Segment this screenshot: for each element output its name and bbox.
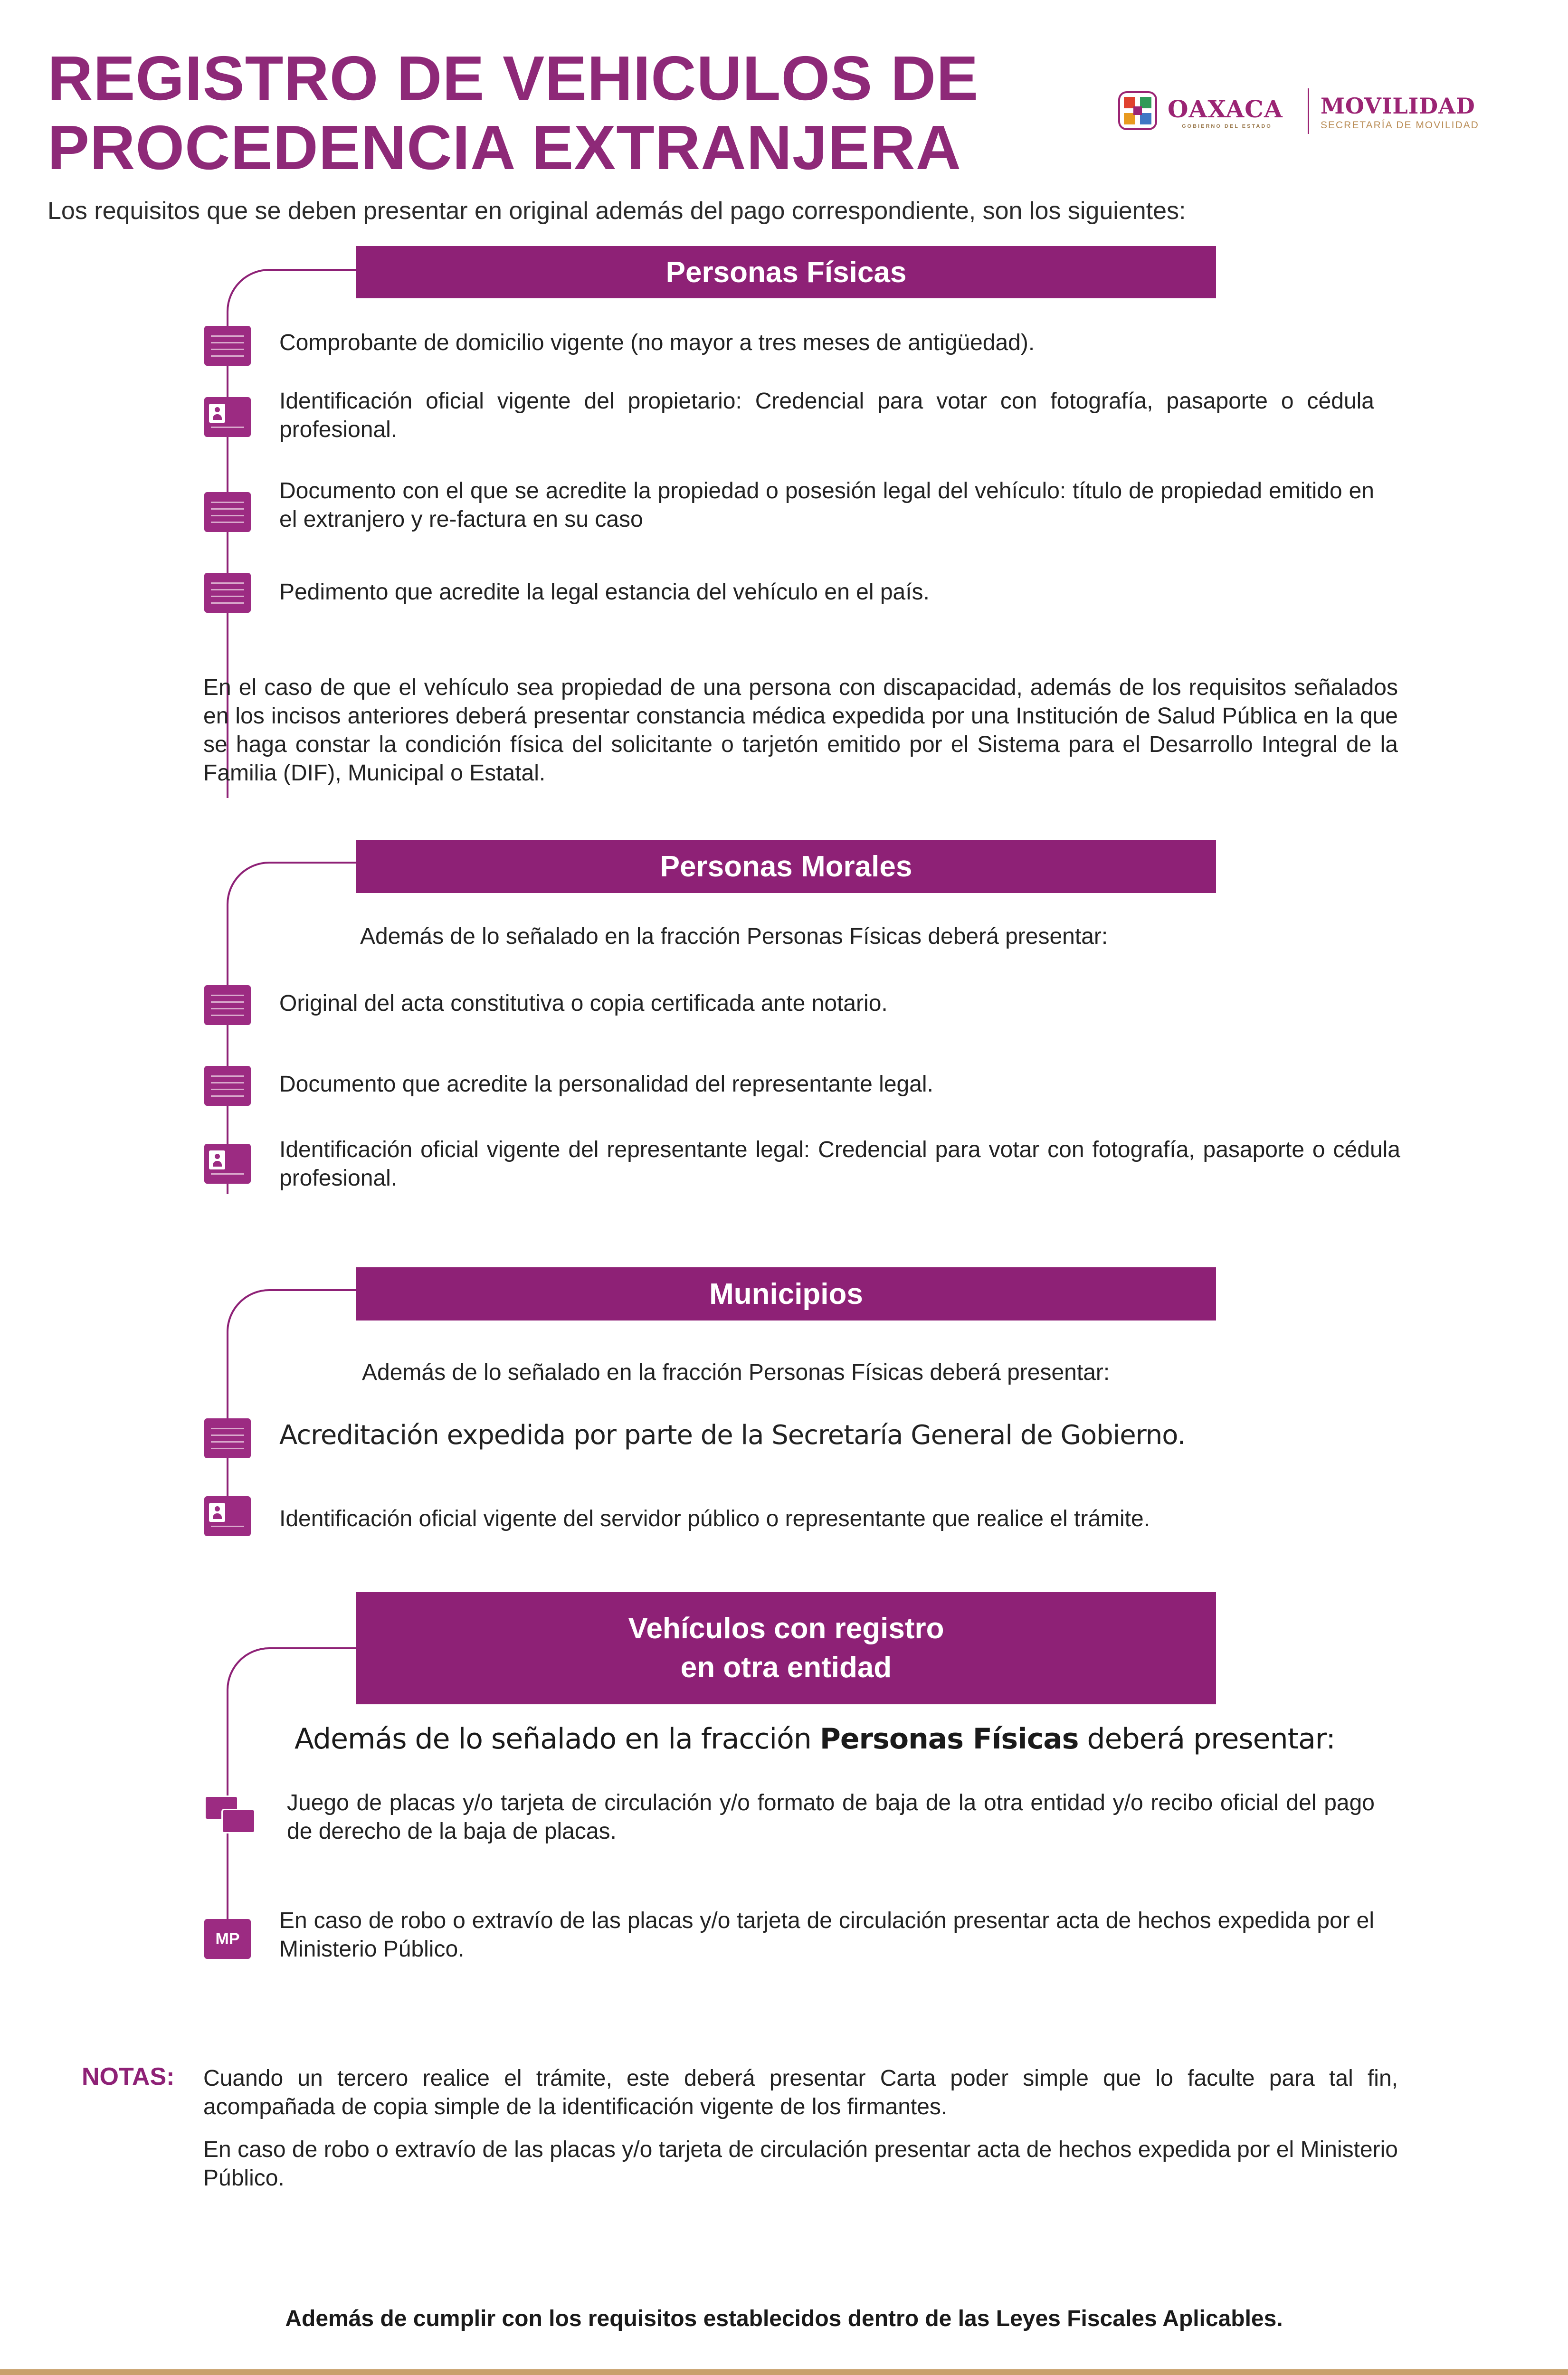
oaxaca-movilidad-logo <box>1116 86 1487 138</box>
pattern-motif <box>0 2373 41 2375</box>
pattern-motif <box>1348 2373 1389 2375</box>
pattern-motif <box>613 2373 654 2375</box>
oaxaca-emblem-icon <box>1116 89 1159 132</box>
page-title <box>48 44 998 182</box>
document-icon <box>204 492 251 532</box>
subhead-post: deberá presentar: <box>1078 1722 1335 1756</box>
pattern-motif <box>694 2373 735 2375</box>
section-subhead <box>295 1722 1335 1756</box>
section-subhead: Además de lo señalado en la fracción Personas Físicas deberá presentar: <box>362 1360 1110 1385</box>
list-item: Documento que acredite la personalidad del representante legal. <box>279 1072 933 1097</box>
pattern-motif <box>776 2373 817 2375</box>
note-item: Cuando un tercero realice el trámite, este deberá presentar Carta poder simple que lo faculte para tal fin, acompañada de copia simple de la identificación vigente de los firmantes. <box>203 2066 1398 2119</box>
id-card-icon <box>204 1144 251 1184</box>
footer-text: Además de cumplir con los requisitos establecidos dentro de las Leyes Fiscales Aplicables. <box>285 2306 1283 2331</box>
mp-badge: MP <box>215 1929 240 1948</box>
list-item: Acreditación expedida por parte de la Secretaría General de Gobierno. <box>279 1420 1186 1451</box>
list-item: Identificación oficial vigente del representante legal: Credencial para votar con fotografía, pasaporte o cédula profesional. <box>279 1137 1400 1191</box>
pattern-motif <box>1185 2373 1226 2375</box>
pattern-motif <box>82 2373 123 2375</box>
pattern-motif <box>1471 2373 1511 2375</box>
list-item: En caso de robo o extravío de las placas y/o tarjeta de circulación presentar acta de hechos expedida por el Ministerio Público. <box>279 1908 1374 1962</box>
note-item: En caso de robo o extravío de las placas y/o tarjeta de circulación presentar acta de hechos expedida por el Ministerio Público. <box>203 2137 1398 2191</box>
pattern-motif <box>1062 2373 1103 2375</box>
logo-divider <box>1308 88 1309 134</box>
subhead-bold: Personas Físicas <box>819 1722 1079 1756</box>
pattern-motif <box>940 2373 980 2375</box>
list-item: Original del acta constitutiva o copia certificada ante notario. <box>279 991 888 1016</box>
logo-gobierno-text: GOBIERNO DEL ESTADO <box>1182 124 1272 129</box>
pattern-motif <box>1226 2373 1266 2375</box>
pattern-motif <box>858 2373 899 2375</box>
pattern-motif <box>735 2373 776 2375</box>
id-card-icon <box>204 397 251 437</box>
decorative-pattern-border <box>0 2369 1568 2375</box>
list-item: Documento con el que se acredite la propiedad o posesión legal del vehículo: título de propiedad emitido en el extranjero y re-factura en su caso <box>279 478 1374 532</box>
document-icon <box>204 1066 251 1106</box>
pattern-motif <box>163 2373 204 2375</box>
document-icon <box>204 985 251 1025</box>
list-item: Identificación oficial vigente del servidor público o representante que realice el trámite. <box>279 1506 1150 1531</box>
document-icon <box>204 573 251 613</box>
pattern-motif <box>327 2373 368 2375</box>
banner-line-1: Vehículos con registro <box>628 1612 944 1645</box>
id-card-icon <box>204 1496 251 1536</box>
list-item: Comprobante de domicilio vigente (no mayor a tres meses de antigüedad). <box>279 330 1035 355</box>
pattern-motif <box>817 2373 858 2375</box>
section-banner-otra-entidad <box>356 1592 1216 1704</box>
plates-icon <box>204 1796 261 1835</box>
logo-secretaria-text: SECRETARÍA DE MOVILIDAD <box>1321 120 1479 131</box>
document-icon <box>204 1418 251 1458</box>
disability-note: En el caso de que el vehículo sea propiedad de una persona con discapacidad, además de los requisitos señalados en los incisos anteriores deberá presentar constancia médica expedida por una Institución de Salud Pública en la que se haga constar la condición física del solicitante o tarjetón emitido por el Sistema para el Desarrollo Integral de la Familia (DIF), Municipal o Estatal. <box>203 675 1398 786</box>
section-banner-personas-morales: Personas Morales <box>356 840 1216 893</box>
list-item: Pedimento que acredite la legal estancia del vehículo en el país. <box>279 580 930 605</box>
pattern-motif <box>123 2373 163 2375</box>
pattern-motif <box>41 2373 82 2375</box>
pattern-motif <box>245 2373 286 2375</box>
pattern-motif <box>1511 2373 1552 2375</box>
subhead-pre: Además de lo señalado en la fracción <box>295 1722 820 1756</box>
logo-oaxaca-text: OAXACA <box>1168 95 1283 123</box>
pattern-motif <box>1266 2373 1307 2375</box>
pattern-motif <box>654 2373 694 2375</box>
intro-text: Los requisitos que se deben presentar en original además del pago correspondiente, son los siguientes: <box>48 197 1186 225</box>
document-icon <box>204 326 251 366</box>
pattern-motif <box>980 2373 1021 2375</box>
pattern-motif <box>1144 2373 1185 2375</box>
pattern-motif <box>1430 2373 1471 2375</box>
pattern-motif <box>1021 2373 1062 2375</box>
title-line-1: REGISTRO DE VEHICULOS DE <box>48 43 979 113</box>
list-item: Juego de placas y/o tarjeta de circulación y/o formato de baja de la otra entidad y/o recibo oficial del pago de derecho de la baja de placas. <box>287 1790 1375 1844</box>
pattern-motif <box>204 2373 245 2375</box>
pattern-motif <box>490 2373 531 2375</box>
section-banner-personas-fisicas: Personas Físicas <box>356 246 1216 298</box>
pattern-motif <box>572 2373 613 2375</box>
pattern-motif <box>449 2373 490 2375</box>
pattern-motif <box>368 2373 409 2375</box>
section-connector <box>227 1647 357 1923</box>
pattern-motif <box>1552 2373 1568 2375</box>
pattern-motif <box>286 2373 327 2375</box>
pattern-motif <box>1103 2373 1144 2375</box>
section-banner-municipios: Municipios <box>356 1267 1216 1320</box>
pattern-motif <box>409 2373 449 2375</box>
pattern-motif <box>899 2373 940 2375</box>
pattern-motif <box>531 2373 572 2375</box>
list-item: Identificación oficial vigente del propietario: Credencial para votar con fotografía, pasaporte o cédula profesional. <box>279 389 1374 442</box>
logo-movilidad-text: MOVILIDAD <box>1321 93 1475 119</box>
pattern-motif <box>1389 2373 1430 2375</box>
banner-line-2: en otra entidad <box>680 1651 892 1684</box>
pattern-motif <box>1307 2373 1348 2375</box>
section-subhead: Además de lo señalado en la fracción Personas Físicas deberá presentar: <box>360 924 1108 949</box>
mp-icon <box>204 1919 251 1959</box>
notes-label: NOTAS: <box>82 2063 175 2090</box>
title-line-2: PROCEDENCIA EXTRANJERA <box>48 113 962 182</box>
